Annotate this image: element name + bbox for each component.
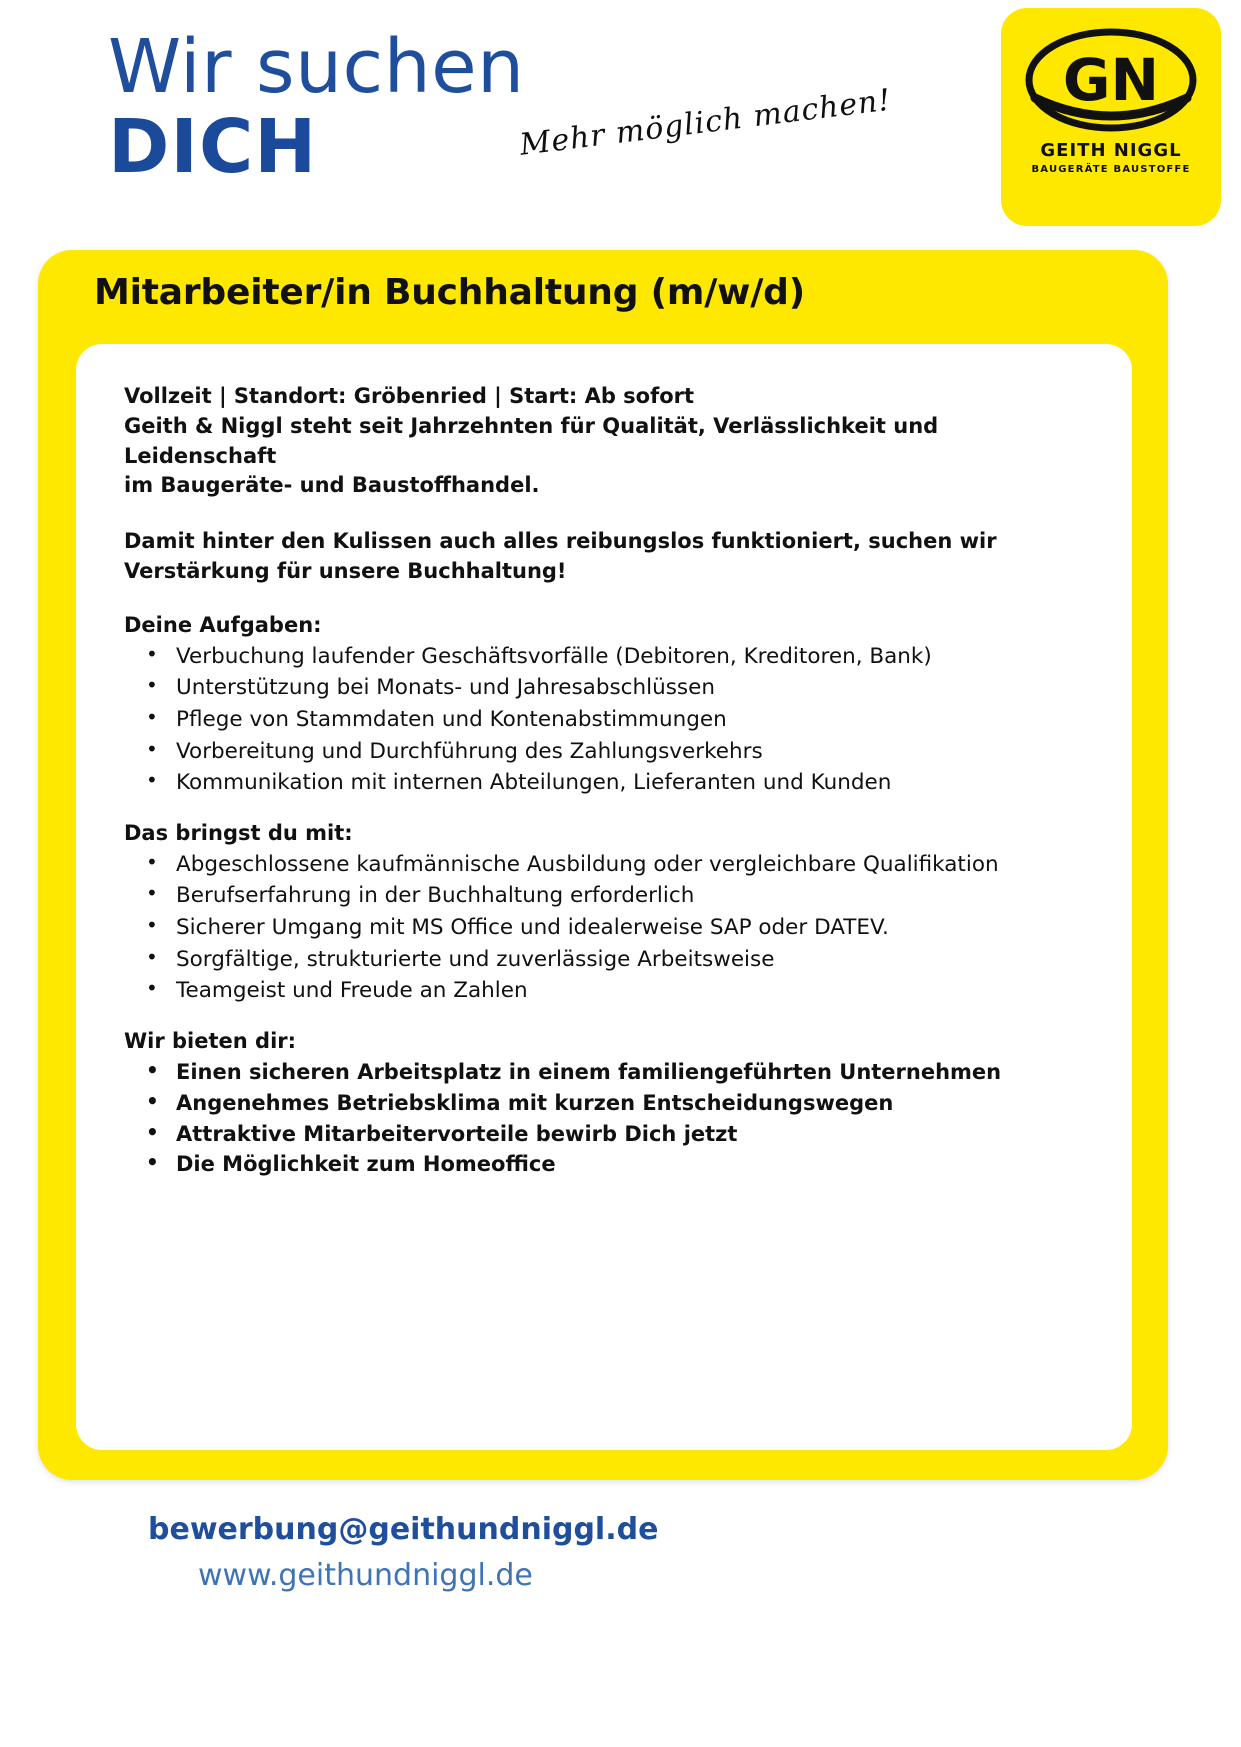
job-meta-line: Vollzeit | Standort: Gröbenried | Start: Ab sofort bbox=[124, 384, 695, 408]
list-item: • Abgeschlossene kaufmännische Ausbildung oder vergleichbare Qualifikation bbox=[132, 849, 1084, 881]
headline bbox=[108, 24, 525, 190]
company-logo bbox=[1001, 8, 1221, 226]
list-item: • Sicherer Umgang mit MS Office und idealerweise SAP oder DATEV. bbox=[132, 912, 1084, 944]
headline-line-1: Wir suchen bbox=[108, 24, 525, 110]
contact-website[interactable]: www.geithundniggl.de bbox=[198, 1558, 533, 1593]
list-item: • Sorgfältige, strukturierte und zuverlässige Arbeitsweise bbox=[132, 944, 1084, 976]
section-heading-benefits: Wir bieten dir: bbox=[124, 1028, 297, 1053]
job-details bbox=[76, 344, 1132, 1450]
contact-email[interactable]: bewerbung@geithundniggl.de bbox=[148, 1512, 659, 1547]
tasks-list bbox=[124, 641, 1084, 799]
headline-line-2: DICH bbox=[108, 104, 318, 190]
list-item: • Pflege von Stammdaten und Kontenabstimmungen bbox=[132, 704, 1084, 736]
page-title: Mitarbeiter/in Buchhaltung (m/w/d) bbox=[94, 272, 805, 313]
list-item: • Berufserfahrung in der Buchhaltung erforderlich bbox=[132, 880, 1084, 912]
requirements-list bbox=[124, 849, 1084, 1007]
job-intro-line-2: im Baugeräte- und Baustoffhandel. bbox=[124, 473, 540, 498]
logo-company-subtitle: BAUGERÄTE BAUSTOFFE bbox=[1031, 164, 1191, 175]
section-heading-requirements: Das bringst du mit: bbox=[124, 820, 353, 845]
job-intro-line-1: Geith & Niggl steht seit Jahrzehnten für Qualität, Verlässlichkeit und Leidenschaft bbox=[124, 413, 939, 468]
logo-inner bbox=[1001, 26, 1221, 206]
list-item: • Die Möglichkeit zum Homeoffice bbox=[132, 1149, 1084, 1180]
company-slogan: Mehr möglich machen! bbox=[517, 82, 894, 163]
svg-text:GN: GN bbox=[1062, 46, 1160, 114]
gn-monogram-icon bbox=[1025, 26, 1197, 134]
section-heading-tasks: Deine Aufgaben: bbox=[124, 612, 322, 637]
job-card bbox=[38, 250, 1168, 1480]
benefits-list bbox=[124, 1057, 1084, 1180]
logo-company-name: GEITH NIGGL bbox=[1040, 140, 1182, 161]
list-item: • Einen sicheren Arbeitsplatz in einem familiengeführten Unternehmen bbox=[132, 1057, 1084, 1088]
list-item: • Unterstützung bei Monats- und Jahresabschlüssen bbox=[132, 672, 1084, 704]
list-item: • Teamgeist und Freude an Zahlen bbox=[132, 975, 1084, 1007]
job-intro-line-4: Verstärkung für unsere Buchhaltung! bbox=[124, 559, 567, 584]
list-item: • Verbuchung laufender Geschäftsvorfälle (Debitoren, Kreditoren, Bank) bbox=[132, 641, 1084, 673]
job-intro-line-3: Damit hinter den Kulissen auch alles reibungslos funktioniert, suchen wir bbox=[124, 529, 997, 554]
poster-header bbox=[0, 0, 1241, 248]
list-item: • Attraktive Mitarbeitervorteile bewirb Dich jetzt bbox=[132, 1119, 1084, 1150]
list-item: • Vorbereitung und Durchführung des Zahlungsverkehrs bbox=[132, 736, 1084, 768]
list-item: • Kommunikation mit internen Abteilungen, Lieferanten und Kunden bbox=[132, 767, 1084, 799]
list-item: • Angenehmes Betriebsklima mit kurzen Entscheidungswegen bbox=[132, 1088, 1084, 1119]
